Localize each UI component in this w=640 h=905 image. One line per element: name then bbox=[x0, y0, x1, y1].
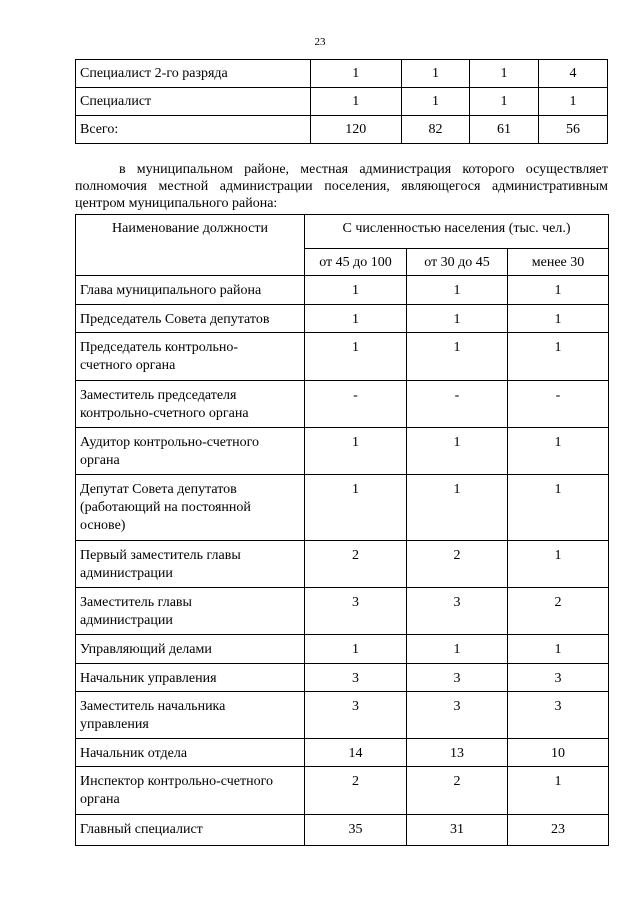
cell-value: 1 bbox=[407, 276, 508, 305]
cell-value: 23 bbox=[508, 815, 609, 846]
position-name: Специалист bbox=[76, 88, 311, 116]
cell-value: 1 bbox=[407, 428, 508, 475]
cell-value: 3 bbox=[305, 664, 407, 692]
cell-value: 14 bbox=[305, 739, 407, 767]
cell-value: - bbox=[407, 381, 508, 428]
cell-value: 1 bbox=[310, 88, 401, 116]
table-row bbox=[76, 541, 609, 588]
cell-value: 2 bbox=[407, 541, 508, 588]
table-row bbox=[76, 116, 608, 144]
cell-value: 1 bbox=[508, 475, 609, 541]
position-name: Управляющий делами bbox=[76, 635, 305, 664]
table-row bbox=[76, 692, 609, 739]
cell-value: 1 bbox=[407, 333, 508, 381]
cell-value: 3 bbox=[407, 664, 508, 692]
position-name: Начальник управления bbox=[76, 664, 305, 692]
position-name: Заместитель главы администрации bbox=[76, 588, 305, 635]
cell-value: 1 bbox=[305, 333, 407, 381]
table-row bbox=[76, 428, 609, 475]
table-row bbox=[76, 276, 609, 305]
header-column: от 30 до 45 bbox=[407, 249, 508, 276]
position-name: Инспектор контрольно-счетного органа bbox=[76, 767, 305, 815]
cell-value: 1 bbox=[508, 767, 609, 815]
table-row bbox=[76, 739, 609, 767]
cell-value: 1 bbox=[305, 635, 407, 664]
cell-value: 120 bbox=[310, 116, 401, 144]
cell-value: 2 bbox=[407, 767, 508, 815]
cell-value: 1 bbox=[508, 333, 609, 381]
cell-value: - bbox=[305, 381, 407, 428]
cell-value: 10 bbox=[508, 739, 609, 767]
cell-value: 1 bbox=[508, 541, 609, 588]
cell-value: 61 bbox=[470, 116, 539, 144]
cell-value: 2 bbox=[508, 588, 609, 635]
staff-table-continued bbox=[75, 59, 608, 144]
cell-value: 82 bbox=[401, 116, 469, 144]
table-row bbox=[76, 475, 609, 541]
cell-value: 35 bbox=[305, 815, 407, 846]
header-position-name: Наименование должности bbox=[76, 215, 305, 276]
position-name: Первый заместитель главы администрации bbox=[76, 541, 305, 588]
intro-paragraph: в муниципальном районе, местная администрация которого осуществляет полномочия местной администрации поселения, являющегося административным центром муниципального района: bbox=[75, 162, 608, 211]
position-name: Специалист 2-го разряда bbox=[76, 60, 311, 88]
position-name: Аудитор контрольно-счетного органа bbox=[76, 428, 305, 475]
cell-value: 31 bbox=[407, 815, 508, 846]
staff-table-district bbox=[75, 214, 609, 846]
position-name: Председатель контрольно- счетного органа bbox=[76, 333, 305, 381]
cell-value: 1 bbox=[470, 60, 539, 88]
position-name: Начальник отдела bbox=[76, 739, 305, 767]
table-row bbox=[76, 588, 609, 635]
cell-value: 13 bbox=[407, 739, 508, 767]
cell-value: 1 bbox=[470, 88, 539, 116]
cell-value: 1 bbox=[401, 88, 469, 116]
table-row bbox=[76, 635, 609, 664]
cell-value: 1 bbox=[305, 475, 407, 541]
cell-value: 3 bbox=[305, 588, 407, 635]
cell-value: 3 bbox=[508, 692, 609, 739]
cell-value: 2 bbox=[305, 541, 407, 588]
cell-value: 3 bbox=[508, 664, 609, 692]
cell-value: 2 bbox=[305, 767, 407, 815]
cell-value: 1 bbox=[310, 60, 401, 88]
cell-value: 1 bbox=[407, 635, 508, 664]
cell-value: 56 bbox=[538, 116, 607, 144]
cell-value: 1 bbox=[508, 428, 609, 475]
position-name: Председатель Совета депутатов bbox=[76, 305, 305, 333]
table-row bbox=[76, 815, 609, 846]
table-row bbox=[76, 88, 608, 116]
cell-value: 3 bbox=[407, 588, 508, 635]
cell-value: 1 bbox=[407, 475, 508, 541]
cell-value: 1 bbox=[508, 305, 609, 333]
cell-value: 1 bbox=[538, 88, 607, 116]
position-name: Заместитель начальника управления bbox=[76, 692, 305, 739]
position-name: Заместитель председателя контрольно-счетного органа bbox=[76, 381, 305, 428]
cell-value: 1 bbox=[305, 305, 407, 333]
section-intro-text bbox=[75, 161, 608, 212]
page-number: 23 bbox=[314, 36, 326, 48]
cell-value: 1 bbox=[305, 276, 407, 305]
table-row bbox=[76, 381, 609, 428]
cell-value: 1 bbox=[508, 635, 609, 664]
table-row bbox=[76, 305, 609, 333]
table-row bbox=[76, 60, 608, 88]
position-name: Глава муниципального района bbox=[76, 276, 305, 305]
table-row bbox=[76, 767, 609, 815]
cell-value: 1 bbox=[407, 305, 508, 333]
header-population-group: С численностью населения (тыс. чел.) bbox=[305, 215, 609, 249]
header-column: менее 30 bbox=[508, 249, 609, 276]
position-name: Всего: bbox=[76, 116, 311, 144]
position-name: Депутат Совета депутатов (работающий на постоянной основе) bbox=[76, 475, 305, 541]
cell-value: 1 bbox=[305, 428, 407, 475]
cell-value: - bbox=[508, 381, 609, 428]
cell-value: 3 bbox=[407, 692, 508, 739]
cell-value: 4 bbox=[538, 60, 607, 88]
table-row bbox=[76, 664, 609, 692]
table-row bbox=[76, 333, 609, 381]
cell-value: 1 bbox=[401, 60, 469, 88]
cell-value: 3 bbox=[305, 692, 407, 739]
cell-value: 1 bbox=[508, 276, 609, 305]
header-column: от 45 до 100 bbox=[305, 249, 407, 276]
position-name: Главный специалист bbox=[76, 815, 305, 846]
